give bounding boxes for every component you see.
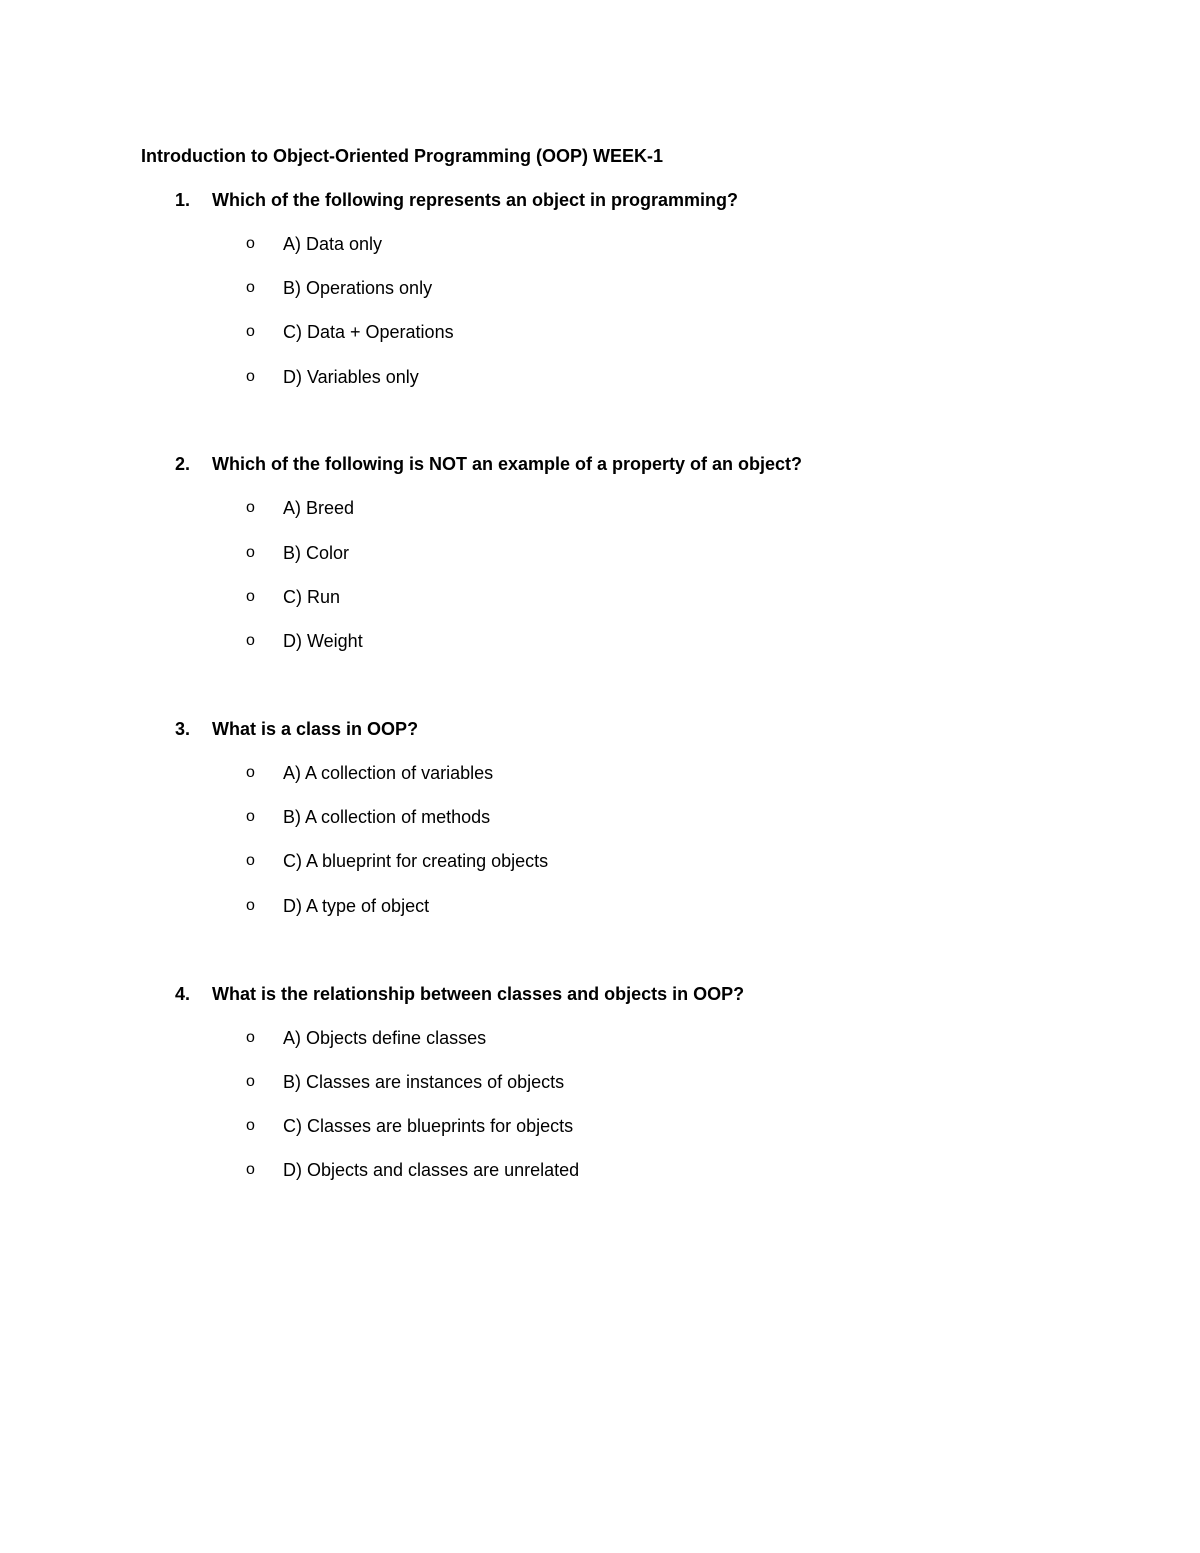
option-item (0, 320, 1200, 344)
question-number: 4. (175, 984, 191, 1004)
option-text: C) Run (283, 587, 341, 607)
option-item (0, 629, 1200, 653)
option-text: A) Breed (283, 498, 355, 518)
bullet-icon: o (246, 544, 255, 561)
option-item (0, 849, 1200, 873)
bullet-icon: o (246, 588, 255, 605)
option-text: B) Operations only (283, 278, 433, 298)
option-text: A) Data only (283, 234, 383, 254)
question-number: 3. (175, 719, 191, 739)
bullet-icon: o (246, 1073, 255, 1090)
option-text: D) Weight (283, 631, 363, 651)
question-text: What is a class in OOP? (212, 719, 419, 739)
question-text: Which of the following represents an object in programming? (212, 190, 739, 210)
bullet-icon: o (246, 764, 255, 781)
bullet-icon: o (246, 1029, 255, 1046)
option-text: C) Classes are blueprints for objects (283, 1116, 574, 1136)
bullet-icon: o (246, 632, 255, 649)
question-text: What is the relationship between classes and objects in OOP? (212, 984, 745, 1004)
document-title: Introduction to Object-Oriented Programming (OOP) WEEK-1 (141, 146, 664, 166)
option-item (0, 496, 1200, 520)
option-item (0, 365, 1200, 389)
option-item (0, 805, 1200, 829)
bullet-icon: o (246, 368, 255, 385)
option-text: C) Data + Operations (283, 322, 454, 342)
option-item (0, 1026, 1200, 1050)
bullet-icon: o (246, 279, 255, 296)
question-number: 2. (175, 454, 191, 474)
bullet-icon: o (246, 1117, 255, 1134)
bullet-icon: o (246, 323, 255, 340)
option-item (0, 1114, 1200, 1138)
bullet-icon: o (246, 852, 255, 869)
option-item (0, 894, 1200, 918)
option-item (0, 232, 1200, 256)
option-text: D) A type of object (283, 896, 430, 916)
option-text: C) A blueprint for creating objects (283, 851, 549, 871)
bullet-icon: o (246, 897, 255, 914)
question-number: 1. (175, 190, 191, 210)
bullet-icon: o (246, 499, 255, 516)
option-text: A) Objects define classes (283, 1028, 487, 1048)
option-text: D) Variables only (283, 367, 419, 387)
option-text: A) A collection of variables (283, 763, 494, 783)
option-item (0, 1158, 1200, 1182)
option-item (0, 276, 1200, 300)
option-item (0, 761, 1200, 785)
option-item (0, 541, 1200, 565)
option-item (0, 585, 1200, 609)
option-text: B) A collection of methods (283, 807, 491, 827)
option-text: B) Color (283, 543, 350, 563)
question-text: Which of the following is NOT an example of a property of an object? (212, 454, 803, 474)
option-text: D) Objects and classes are unrelated (283, 1160, 580, 1180)
bullet-icon: o (246, 235, 255, 252)
option-item (0, 1070, 1200, 1094)
bullet-icon: o (246, 808, 255, 825)
option-text: B) Classes are instances of objects (283, 1072, 565, 1092)
bullet-icon: o (246, 1161, 255, 1178)
